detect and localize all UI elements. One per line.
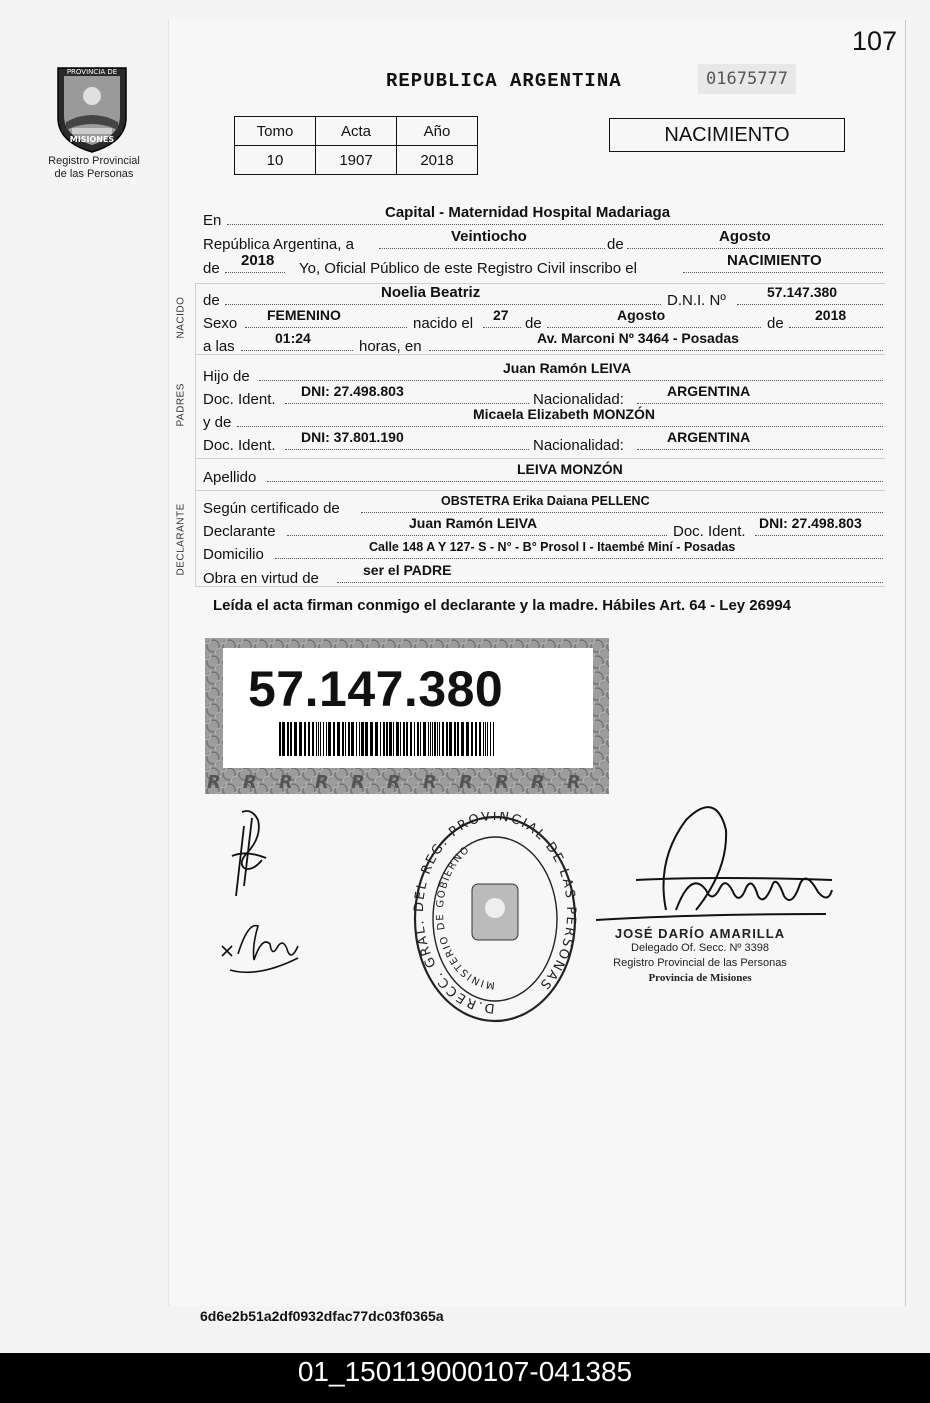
barcode-bar xyxy=(485,722,486,756)
barcode-bar xyxy=(299,722,302,756)
registry-table xyxy=(234,116,478,175)
value-nombre: Noelia Beatriz xyxy=(381,284,481,301)
barcode-bar xyxy=(356,722,357,756)
logo-caption xyxy=(36,155,152,181)
barcode-bar xyxy=(393,722,394,756)
label-a-las: a las xyxy=(203,338,235,355)
barcode-bar xyxy=(449,722,452,756)
barcode-bar xyxy=(361,722,364,756)
value-mes-inscripcion: Agosto xyxy=(719,228,771,245)
value-apellido: LEIVA MONZÓN xyxy=(517,461,623,477)
barcode-bar xyxy=(320,722,321,756)
divider-vertical xyxy=(195,283,196,586)
barcode-bar xyxy=(282,722,285,756)
row-domicilio xyxy=(203,542,883,566)
barcode-bar xyxy=(337,722,340,756)
value-anio-inscripcion: 2018 xyxy=(241,252,275,269)
label-doc-ident-2: Doc. Ident. xyxy=(203,437,276,454)
value-tipo: NACIMIENTO xyxy=(727,252,822,269)
barcode-bar xyxy=(406,722,408,756)
serial-number: 01675777 xyxy=(698,64,796,94)
side-label-padres: PADRES xyxy=(175,383,187,427)
value-declarante-doc: DNI: 27.498.803 xyxy=(759,515,862,531)
divider xyxy=(195,490,885,491)
official-registry: Registro Provincial de las Personas xyxy=(613,957,787,969)
svg-text:R: R xyxy=(207,772,221,793)
value-domicilio: Calle 148 A Y 127- S - N° - B° Prosol I - Itaembé Miní - Posadas xyxy=(369,540,736,554)
barcode-bar xyxy=(434,722,436,756)
registry-header-tomo: Tomo xyxy=(235,117,316,146)
barcode-bar xyxy=(466,722,469,756)
value-lugar: Capital - Maternidad Hospital Madariaga xyxy=(385,204,671,221)
label-dni: D.N.I. Nº xyxy=(667,292,726,309)
value-hora: 01:24 xyxy=(275,330,311,346)
svg-text:R: R xyxy=(423,772,437,793)
svg-text:MISIONES: MISIONES xyxy=(69,135,115,144)
barcode-bar xyxy=(383,722,385,756)
barcode-bar xyxy=(428,722,429,756)
barcode-bar xyxy=(333,722,335,756)
barcode-bar xyxy=(345,722,346,756)
svg-text:D.RECC. GRAL. DEL REG. PROVINC: D.RECC. GRAL. DEL REG. PROVINCIAL DE LAS PERSONAS xyxy=(411,812,579,1016)
value-mes-nac: Agosto xyxy=(617,307,666,323)
registry-value-tomo: 10 xyxy=(235,146,316,175)
value-madre-nac: ARGENTINA xyxy=(667,429,751,445)
label-domicilio: Domicilio xyxy=(203,546,264,563)
row-lugar xyxy=(203,204,883,232)
label-segun: Según certificado de xyxy=(203,500,340,517)
barcode-bar xyxy=(359,722,360,756)
divider xyxy=(195,458,885,459)
barcode-bar xyxy=(479,722,481,756)
barcode-bar xyxy=(439,722,440,756)
svg-text:R: R xyxy=(495,772,509,793)
value-certificado: OBSTETRA Erika Daiana PELLENC xyxy=(441,494,650,508)
barcode-bar xyxy=(389,722,392,756)
svg-text:R: R xyxy=(351,772,365,793)
barcode-bar xyxy=(493,722,494,756)
label-nacido-el: nacido el xyxy=(413,315,474,332)
value-padre-doc: DNI: 27.498.803 xyxy=(301,383,404,399)
barcode-bar xyxy=(432,722,433,756)
barcode-bar xyxy=(396,722,399,756)
value-declarante: Juan Ramón LEIVA xyxy=(409,515,538,531)
svg-text:R: R xyxy=(567,772,581,793)
value-obra: ser el PADRE xyxy=(363,562,452,578)
barcode-bar xyxy=(328,722,331,756)
barcode-bar xyxy=(351,722,354,756)
label-de-nombre: de xyxy=(203,292,220,309)
official-province: Provincia de Misiones xyxy=(648,972,752,984)
svg-text:R: R xyxy=(279,772,293,793)
barcode-bar xyxy=(414,722,415,756)
barcode-bar xyxy=(417,722,419,756)
barcode-bar xyxy=(483,722,484,756)
footer-code-bar: 01_150119000107-041385 xyxy=(0,1353,930,1403)
barcode-bar xyxy=(386,722,388,756)
barcode-bar xyxy=(403,722,405,756)
barcode-bar xyxy=(410,722,412,756)
barcode-bar xyxy=(471,722,473,756)
official-name: JOSÉ DARÍO AMARILLA xyxy=(614,926,786,941)
barcode-bar xyxy=(312,722,314,756)
barcode-bar xyxy=(442,722,444,756)
registry-header-acta: Acta xyxy=(316,117,397,146)
barcode-bar xyxy=(370,722,373,756)
value-dia-inscripcion: Veintiocho xyxy=(451,228,527,245)
side-label-nacido: NACIDO xyxy=(175,296,187,339)
label-de-3: de xyxy=(767,315,784,332)
barcode-bar xyxy=(461,722,464,756)
barcode-bar xyxy=(437,722,438,756)
barcode-bar xyxy=(430,722,431,756)
svg-text:R: R xyxy=(315,772,329,793)
barcode-bar xyxy=(348,722,350,756)
official-title: Delegado Of. Secc. Nº 3398 xyxy=(631,942,769,954)
value-dni: 57.147.380 xyxy=(767,284,838,300)
value-dia-nac: 27 xyxy=(493,307,509,323)
value-madre: Micaela Elizabeth MONZÓN xyxy=(473,406,656,422)
barcode-bar xyxy=(326,722,327,756)
label-de-mes: de xyxy=(607,236,624,253)
label-obra: Obra en virtud de xyxy=(203,570,319,587)
label-de-anio: de xyxy=(203,260,220,277)
barcode-bar xyxy=(304,722,306,756)
official-seal xyxy=(410,812,580,1026)
official-stamp xyxy=(595,926,805,986)
row-obra xyxy=(203,562,883,590)
value-padre: Juan Ramón LEIVA xyxy=(503,360,632,376)
barcode-bar xyxy=(400,722,401,756)
svg-text:PROVINCIA DE: PROVINCIA DE xyxy=(66,68,118,76)
barcode-bar xyxy=(318,722,319,756)
barcode-bar xyxy=(323,722,324,756)
closing-statement: Leída el acta firman conmigo el declarante y la madre. Hábiles Art. 64 - Ley 26994 xyxy=(213,597,792,614)
barcode-bar xyxy=(475,722,477,756)
barcode-bar xyxy=(365,722,368,756)
official-signature xyxy=(596,800,836,930)
barcode-bar xyxy=(316,722,317,756)
dni-sticker-number: 57.147.380 xyxy=(248,661,504,717)
registry-value-acta: 1907 xyxy=(316,146,397,175)
barcode-bar xyxy=(294,722,297,756)
value-anio-nac: 2018 xyxy=(815,307,847,323)
label-doc-ident-3: Doc. Ident. xyxy=(673,523,746,540)
barcode-bar xyxy=(420,722,421,756)
value-lugar-nac: Av. Marconi Nº 3464 - Posadas xyxy=(537,330,739,346)
side-label-declarante: DECLARANTE xyxy=(175,503,187,576)
barcode-bar xyxy=(290,722,292,756)
mother-signature xyxy=(218,916,304,980)
svg-text:R: R xyxy=(531,772,545,793)
row-apellido xyxy=(203,461,883,489)
label-en: En xyxy=(203,212,222,229)
page-number: 107 xyxy=(852,26,898,56)
barcode-bar xyxy=(287,722,289,756)
row-inscribo xyxy=(203,252,883,280)
barcode-bar xyxy=(457,722,459,756)
barcode-bar xyxy=(342,722,344,756)
registry-value-anio: 2018 xyxy=(397,146,478,175)
document-title: REPUBLICA ARGENTINA xyxy=(386,70,622,92)
barcode-bar xyxy=(380,722,381,756)
label-y-de: y de xyxy=(203,414,232,431)
barcode-bar xyxy=(423,722,426,756)
label-doc-ident-1: Doc. Ident. xyxy=(203,391,276,408)
label-sexo: Sexo xyxy=(203,315,238,332)
label-declarante: Declarante xyxy=(203,523,276,540)
value-madre-doc: DNI: 37.801.190 xyxy=(301,429,404,445)
label-horas-en: horas, en xyxy=(359,338,422,355)
label-nacionalidad-2: Nacionalidad: xyxy=(533,437,624,454)
svg-text:R: R xyxy=(387,772,401,793)
registry-header-anio: Año xyxy=(397,117,478,146)
barcode-bar xyxy=(279,722,281,756)
svg-text:R: R xyxy=(459,772,473,793)
label-nacionalidad-1: Nacionalidad: xyxy=(533,391,624,408)
label-yo: Yo, Oficial Público de este Registro Civil inscribo el xyxy=(299,260,637,277)
barcode-bar xyxy=(375,722,378,756)
value-padre-nac: ARGENTINA xyxy=(667,383,751,399)
label-de-2: de xyxy=(525,315,542,332)
logo-caption-line-1: Registro Provincial xyxy=(48,155,140,167)
logo-caption-line-2: de las Personas xyxy=(54,168,134,180)
row-madre-doc xyxy=(203,429,883,457)
province-coat-of-arms-logo xyxy=(52,60,132,155)
row-hora xyxy=(203,330,883,358)
barcode-bar xyxy=(308,722,310,756)
label-hijo-de: Hijo de xyxy=(203,368,250,385)
barcode-bar xyxy=(490,722,491,756)
barcode-bar xyxy=(487,722,488,756)
svg-text:R: R xyxy=(243,772,257,793)
act-type-box: NACIMIENTO xyxy=(609,118,845,152)
label-apellido: Apellido xyxy=(203,469,257,486)
document-hash: 6d6e2b51a2df0932dfac77dc03f0365a xyxy=(200,1308,444,1324)
barcode-bar xyxy=(454,722,456,756)
value-sexo: FEMENINO xyxy=(267,307,341,323)
svg-text:MINISTERIO DE GOBIERNO: MINISTERIO DE GOBIERNO xyxy=(434,844,496,991)
barcode-bar xyxy=(446,722,448,756)
declarant-signature xyxy=(222,806,278,902)
label-republica: República Argentina, a xyxy=(203,236,354,253)
